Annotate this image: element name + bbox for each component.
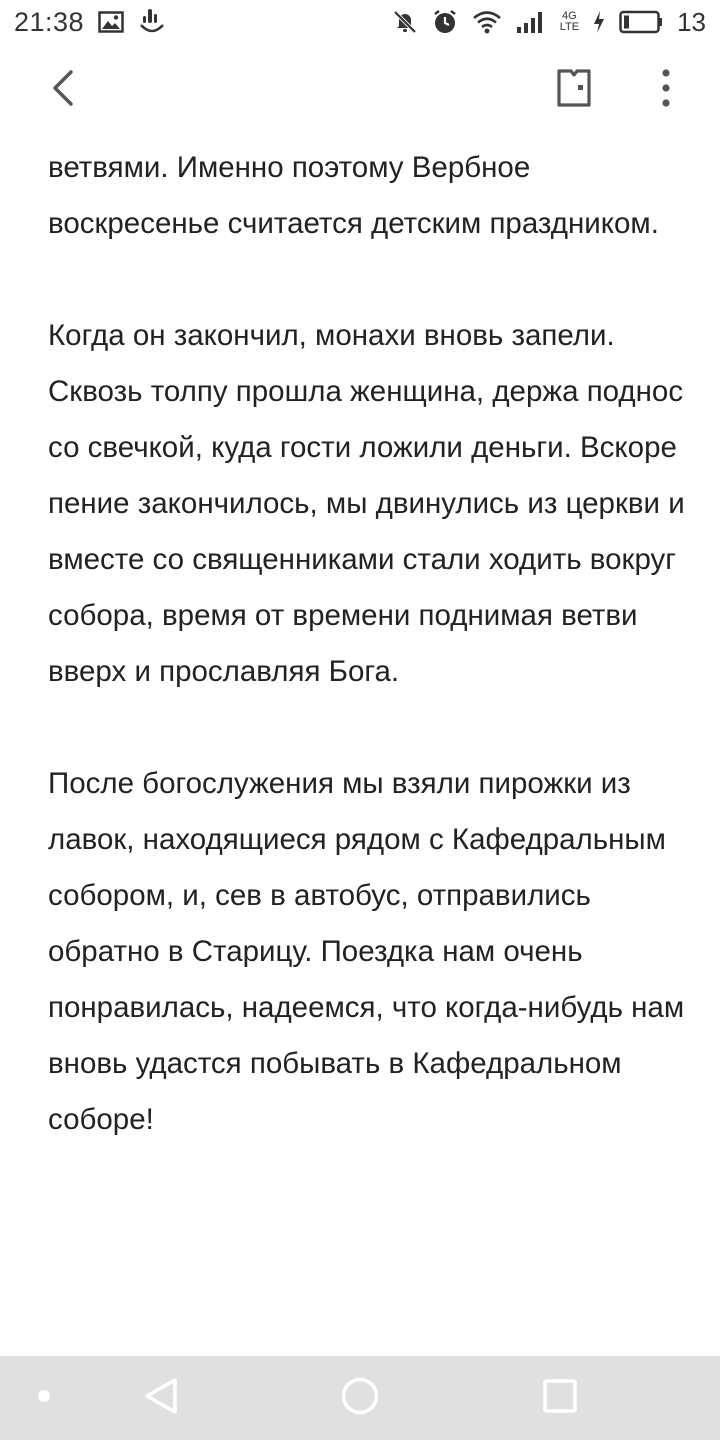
back-arrow-icon: [49, 68, 79, 113]
battery-level: 13: [677, 6, 706, 37]
back-triangle-icon: [143, 1377, 179, 1420]
nav-back-button[interactable]: [136, 1356, 186, 1440]
nav-recents-button[interactable]: [536, 1356, 584, 1440]
status-right: [392, 7, 706, 38]
mute-icon: [392, 9, 418, 35]
status-bar: [0, 0, 720, 44]
home-circle-icon: [340, 1376, 380, 1421]
image-icon: [98, 11, 124, 33]
alarm-icon: [432, 9, 458, 35]
article-paragraph: Когда он закончил, монахи вновь запели. Сквозь толпу прошла женщина, держа поднос со свечкой, куда гости ложили деньги. Вскоре пение закончилось, мы двинулись из церкви и вместе со священниками стали ходить вокруг собора, время от времени поднимая ветви вверх и прославляя Бога.: [48, 319, 685, 688]
nav-home-button[interactable]: [336, 1356, 384, 1440]
recents-square-icon: [542, 1378, 578, 1419]
more-vert-icon: [660, 68, 672, 113]
more-options-button[interactable]: [642, 66, 690, 114]
network-label-lte: LTE: [559, 21, 580, 33]
charging-icon: [593, 10, 605, 34]
status-time: 21:38: [14, 6, 85, 37]
dot-icon: [37, 1389, 51, 1408]
article-paragraph: ветвями. Именно поэтому Вербное воскресенье считается детским праздником.: [48, 151, 659, 240]
signal-icon: [516, 10, 546, 34]
article-body: [48, 140, 688, 1148]
back-button[interactable]: [40, 66, 88, 114]
bookmark-button[interactable]: [550, 66, 598, 114]
status-left: [14, 7, 166, 38]
touch-assistant-icon: [138, 7, 166, 37]
battery-icon: [619, 10, 663, 34]
network-label-4g: 4G: [562, 10, 577, 22]
system-navigation-bar: [0, 1356, 720, 1440]
network-4g-lte-icon: [560, 11, 579, 33]
article-paragraph: После богослужения мы взяли пирожки из лавок, находящиеся рядом с Кафедральным собором, и, сев в автобус, отправились обратно в Старицу. Поездка нам очень понравилась, надеемся, что когда-нибудь нам вновь удастся побывать в Кафедральном соборе!: [48, 767, 685, 1136]
bookmark-icon: [556, 68, 592, 113]
nav-dot-button[interactable]: [24, 1356, 64, 1440]
top-app-bar: [0, 52, 720, 128]
wifi-icon: [472, 10, 502, 34]
top-actions: [550, 66, 690, 114]
